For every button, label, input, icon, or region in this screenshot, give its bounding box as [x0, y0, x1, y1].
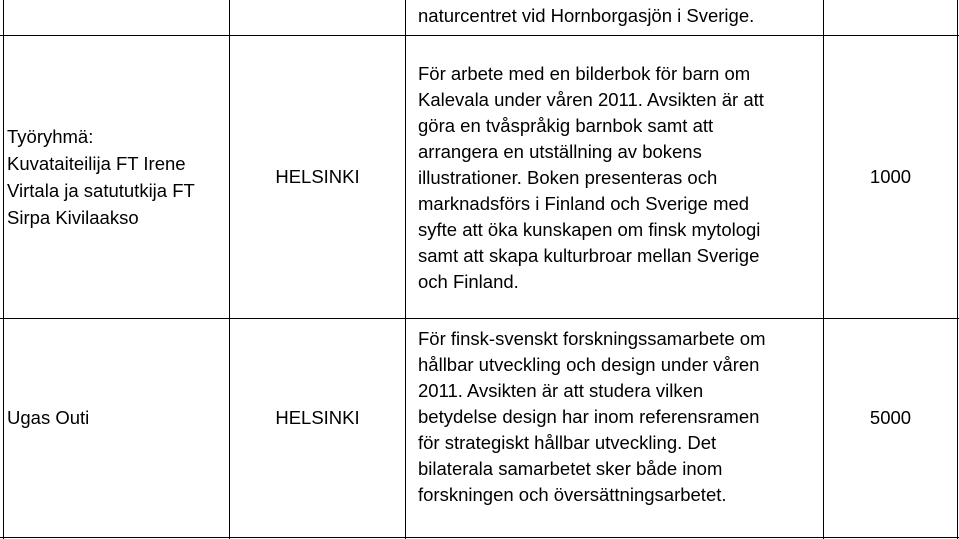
row-divider: [0, 537, 959, 538]
description-text: För finsk-svenskt forskningssamarbete om hållbar utveckling och design under våren 2011. Avsikten är att studera vilken betydelse design har inom referensramen för strategiskt hållbar utveckling. Det bilaterala samarbetet sker både inom forskningen och översättningsarbetet.: [418, 328, 766, 505]
applicant-cell: [7, 36, 227, 318]
description-cell: naturcentret vid Hornborgasjön i Sverige.: [418, 5, 755, 26]
city-text: HELSINKI: [275, 407, 360, 428]
description-cell: [418, 326, 820, 508]
table-row: [0, 36, 959, 318]
amount-cell: [824, 36, 957, 318]
applicant-text: Ugas Outi: [7, 407, 90, 428]
applicant-cell: [7, 319, 227, 517]
amount-cell: [824, 319, 957, 517]
description-text: För arbete med en bilderbok för barn om Kalevala under våren 2011. Avsikten är att göra en tvåspråkig barnbok samt att arrangera en utställning av bokens illustrationer. Boken presenteras och marknadsförs i Finland och Sverige med syfte att öka kunskapen om finsk mytologi samt att skapa kulturbroar mellan Sverige och Finland.: [418, 63, 764, 292]
description-cell: [418, 61, 820, 295]
amount-text: 1000: [869, 166, 912, 187]
table-row: [0, 0, 959, 35]
applicant-text: Työryhmä: Kuvataiteilija FT Irene Virtala ja satututkija FT Sirpa Kivilaakso: [7, 126, 195, 228]
amount-text: 5000: [869, 407, 912, 428]
city-text: HELSINKI: [275, 166, 360, 187]
table-row: [0, 319, 959, 537]
city-cell: [230, 319, 405, 517]
city-cell: [230, 36, 405, 318]
